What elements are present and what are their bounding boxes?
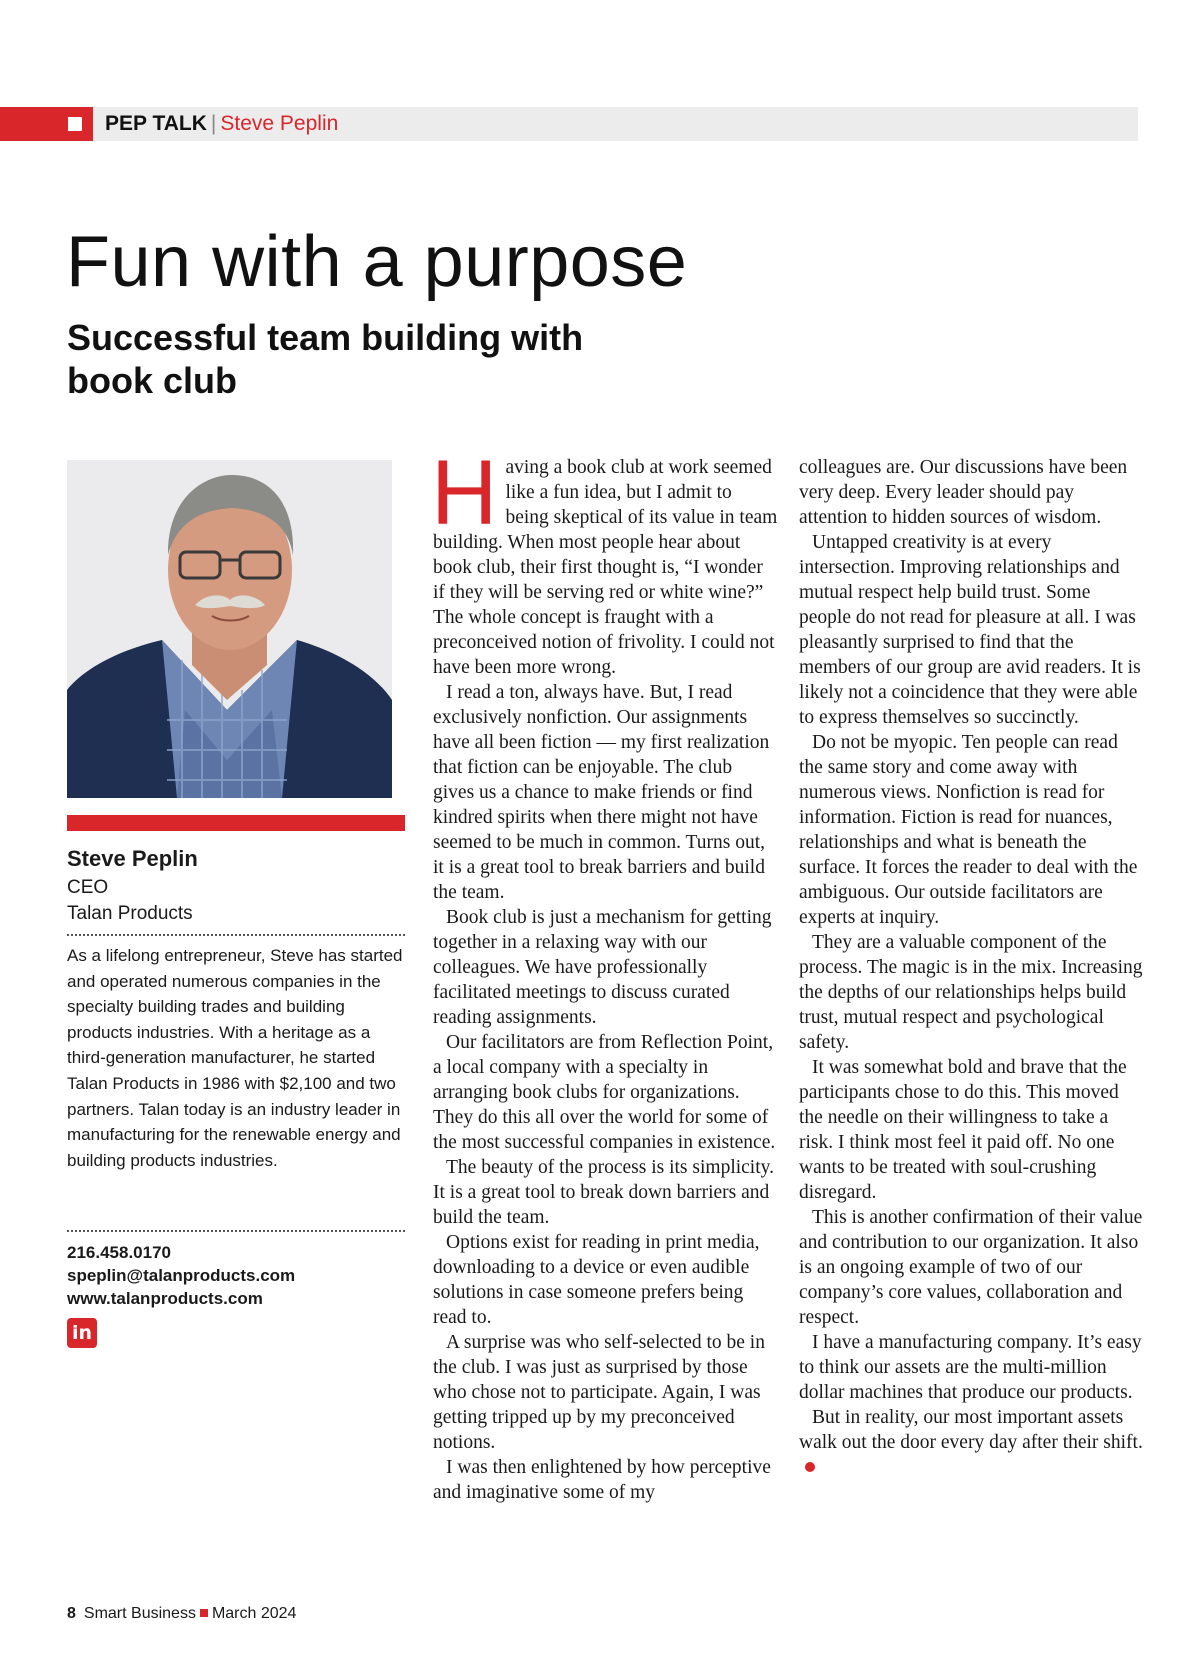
profile-accent-rule [67, 815, 405, 831]
author-company: Talan Products [67, 903, 193, 924]
author-title: CEO [67, 877, 109, 898]
footer-square-icon [200, 1609, 208, 1617]
author-portrait-image [67, 460, 392, 798]
article-paragraph-text: But in reality, our most important assets walk out the door every day after their shift. [799, 1407, 1143, 1453]
article-paragraph: Book club is just a mechanism for getting together in a relaxing way with our colleagues. We have professionally facilitated meetings to discuss curated reading assignments. [433, 907, 772, 1028]
section-name: PEP TALK [105, 112, 207, 135]
article-paragraph: I read a ton, always have. But, I read exclusively nonfiction. Our assignments have all been fiction — my first realization that fiction can be enjoyable. The club gives us a chance to make friends or find kindred spirits when there might not have seemed to be much in common. Turns out, it is a great tool to break barriers and build the team. [433, 682, 770, 903]
contact-divider [67, 1230, 405, 1232]
article-headline: Fun with a purpose [66, 222, 688, 302]
article-paragraph: Our facilitators are from Reflection Point, a local company with a specialty in arranging book clubs for organizations. They do this all over the world for some of the most successful companies in existence. [433, 1032, 776, 1153]
section-header [105, 113, 338, 135]
linkedin-icon[interactable]: in [67, 1318, 97, 1348]
article-last-paragraph [799, 1405, 1144, 1480]
header-separator: | [210, 112, 217, 135]
author-photo [67, 460, 392, 798]
article-paragraph: I was then enlightened by how perceptive and imaginative some of my [433, 1457, 771, 1503]
author-website-link[interactable]: www.talanproducts.com [67, 1289, 263, 1308]
author-bio: As a lifelong entrepreneur, Steve has started and operated numerous companies in the specialty building trades and building products industries. With a heritage as a third-generation manufacturer, he started Talan Products in 1986 with $2,100 and two partners. Talan today is an industry leader in manufacturing for the renewable energy and building products industries. [67, 946, 403, 1170]
article-paragraph: aving a book club at work seemed like a fun idea, but I admit to being skeptical of its value in team building. When most people hear about book club, their first thought is, “I wonder if they will be serving red or white wine?” The whole concept is fraught with a preconceived notion of frivolity. I could not have been more wrong. [433, 457, 778, 678]
author-email-link[interactable]: speplin@talanproducts.com [67, 1266, 296, 1285]
author-phone: 216.458.0170 [67, 1243, 171, 1262]
article-paragraph: Options exist for reading in print media, downloading to a device or even audible solutions in case someone prefers being read to. [433, 1232, 760, 1328]
article-paragraph: Untapped creativity is at every intersection. Improving relationships and mutual respect help build trust. Some people do not read for pleasure at all. I was pleasantly surprised to find that the members of our group are avid readers. It is likely not a coincidence that they were able to express themselves so succinctly. [799, 532, 1141, 728]
article-column-1 [431, 442, 778, 1505]
article-paragraph: They are a valuable component of the process. The magic is in the mix. Increasing the depths of our relationships helps build trust, mutual respect and psychological safety. [799, 932, 1143, 1053]
page-number: 8 [67, 1605, 76, 1622]
issue-date: March 2024 [211, 1605, 297, 1622]
profile-divider [67, 934, 405, 936]
article-paragraph: A surprise was who self-selected to be in the club. I was just as surprised by those who chose not to participate. Again, I was getting tripped up by my preconceived notions. [433, 1332, 765, 1453]
article-column-2 [799, 455, 1144, 1480]
article-subheadline: Successful team building with book club [67, 317, 584, 401]
header-author: Steve Peplin [220, 112, 339, 135]
end-mark-icon [805, 1462, 815, 1472]
page-footer [67, 1604, 296, 1624]
author-name: Steve Peplin [67, 846, 198, 871]
article-paragraph: colleagues are. Our discussions have been very deep. Every leader should pay attention to hidden sources of wisdom. [799, 457, 1128, 528]
article-paragraph: Do not be myopic. Ten people can read the same story and come away with numerous views. Nonfiction is read for information. Fiction is read for nuances, relationships and what is beneath the surface. It forces the reader to deal with the ambiguous. Our outside facilitators are experts at inquiry. [799, 732, 1138, 928]
article-paragraph: I have a manufacturing company. It’s easy to think our assets are the multi-million dollar machines that produce our products. [799, 1332, 1142, 1403]
header-square-icon [68, 117, 82, 131]
article-paragraph: It was somewhat bold and brave that the participants chose to do this. This moved the needle on their willingness to take a risk. I think most feel it paid off. No one wants to be treated with soul-crushing disregard. [799, 1057, 1127, 1203]
article-paragraph: The beauty of the process is its simplicity. It is a great tool to break down barriers and build the team. [433, 1157, 775, 1228]
article-paragraph: This is another confirmation of their value and contribution to our organization. It also is an ongoing example of two of our company’s core values, collaboration and respect. [799, 1207, 1143, 1328]
drop-cap: H [431, 442, 498, 544]
publication-name: Smart Business [83, 1605, 196, 1622]
